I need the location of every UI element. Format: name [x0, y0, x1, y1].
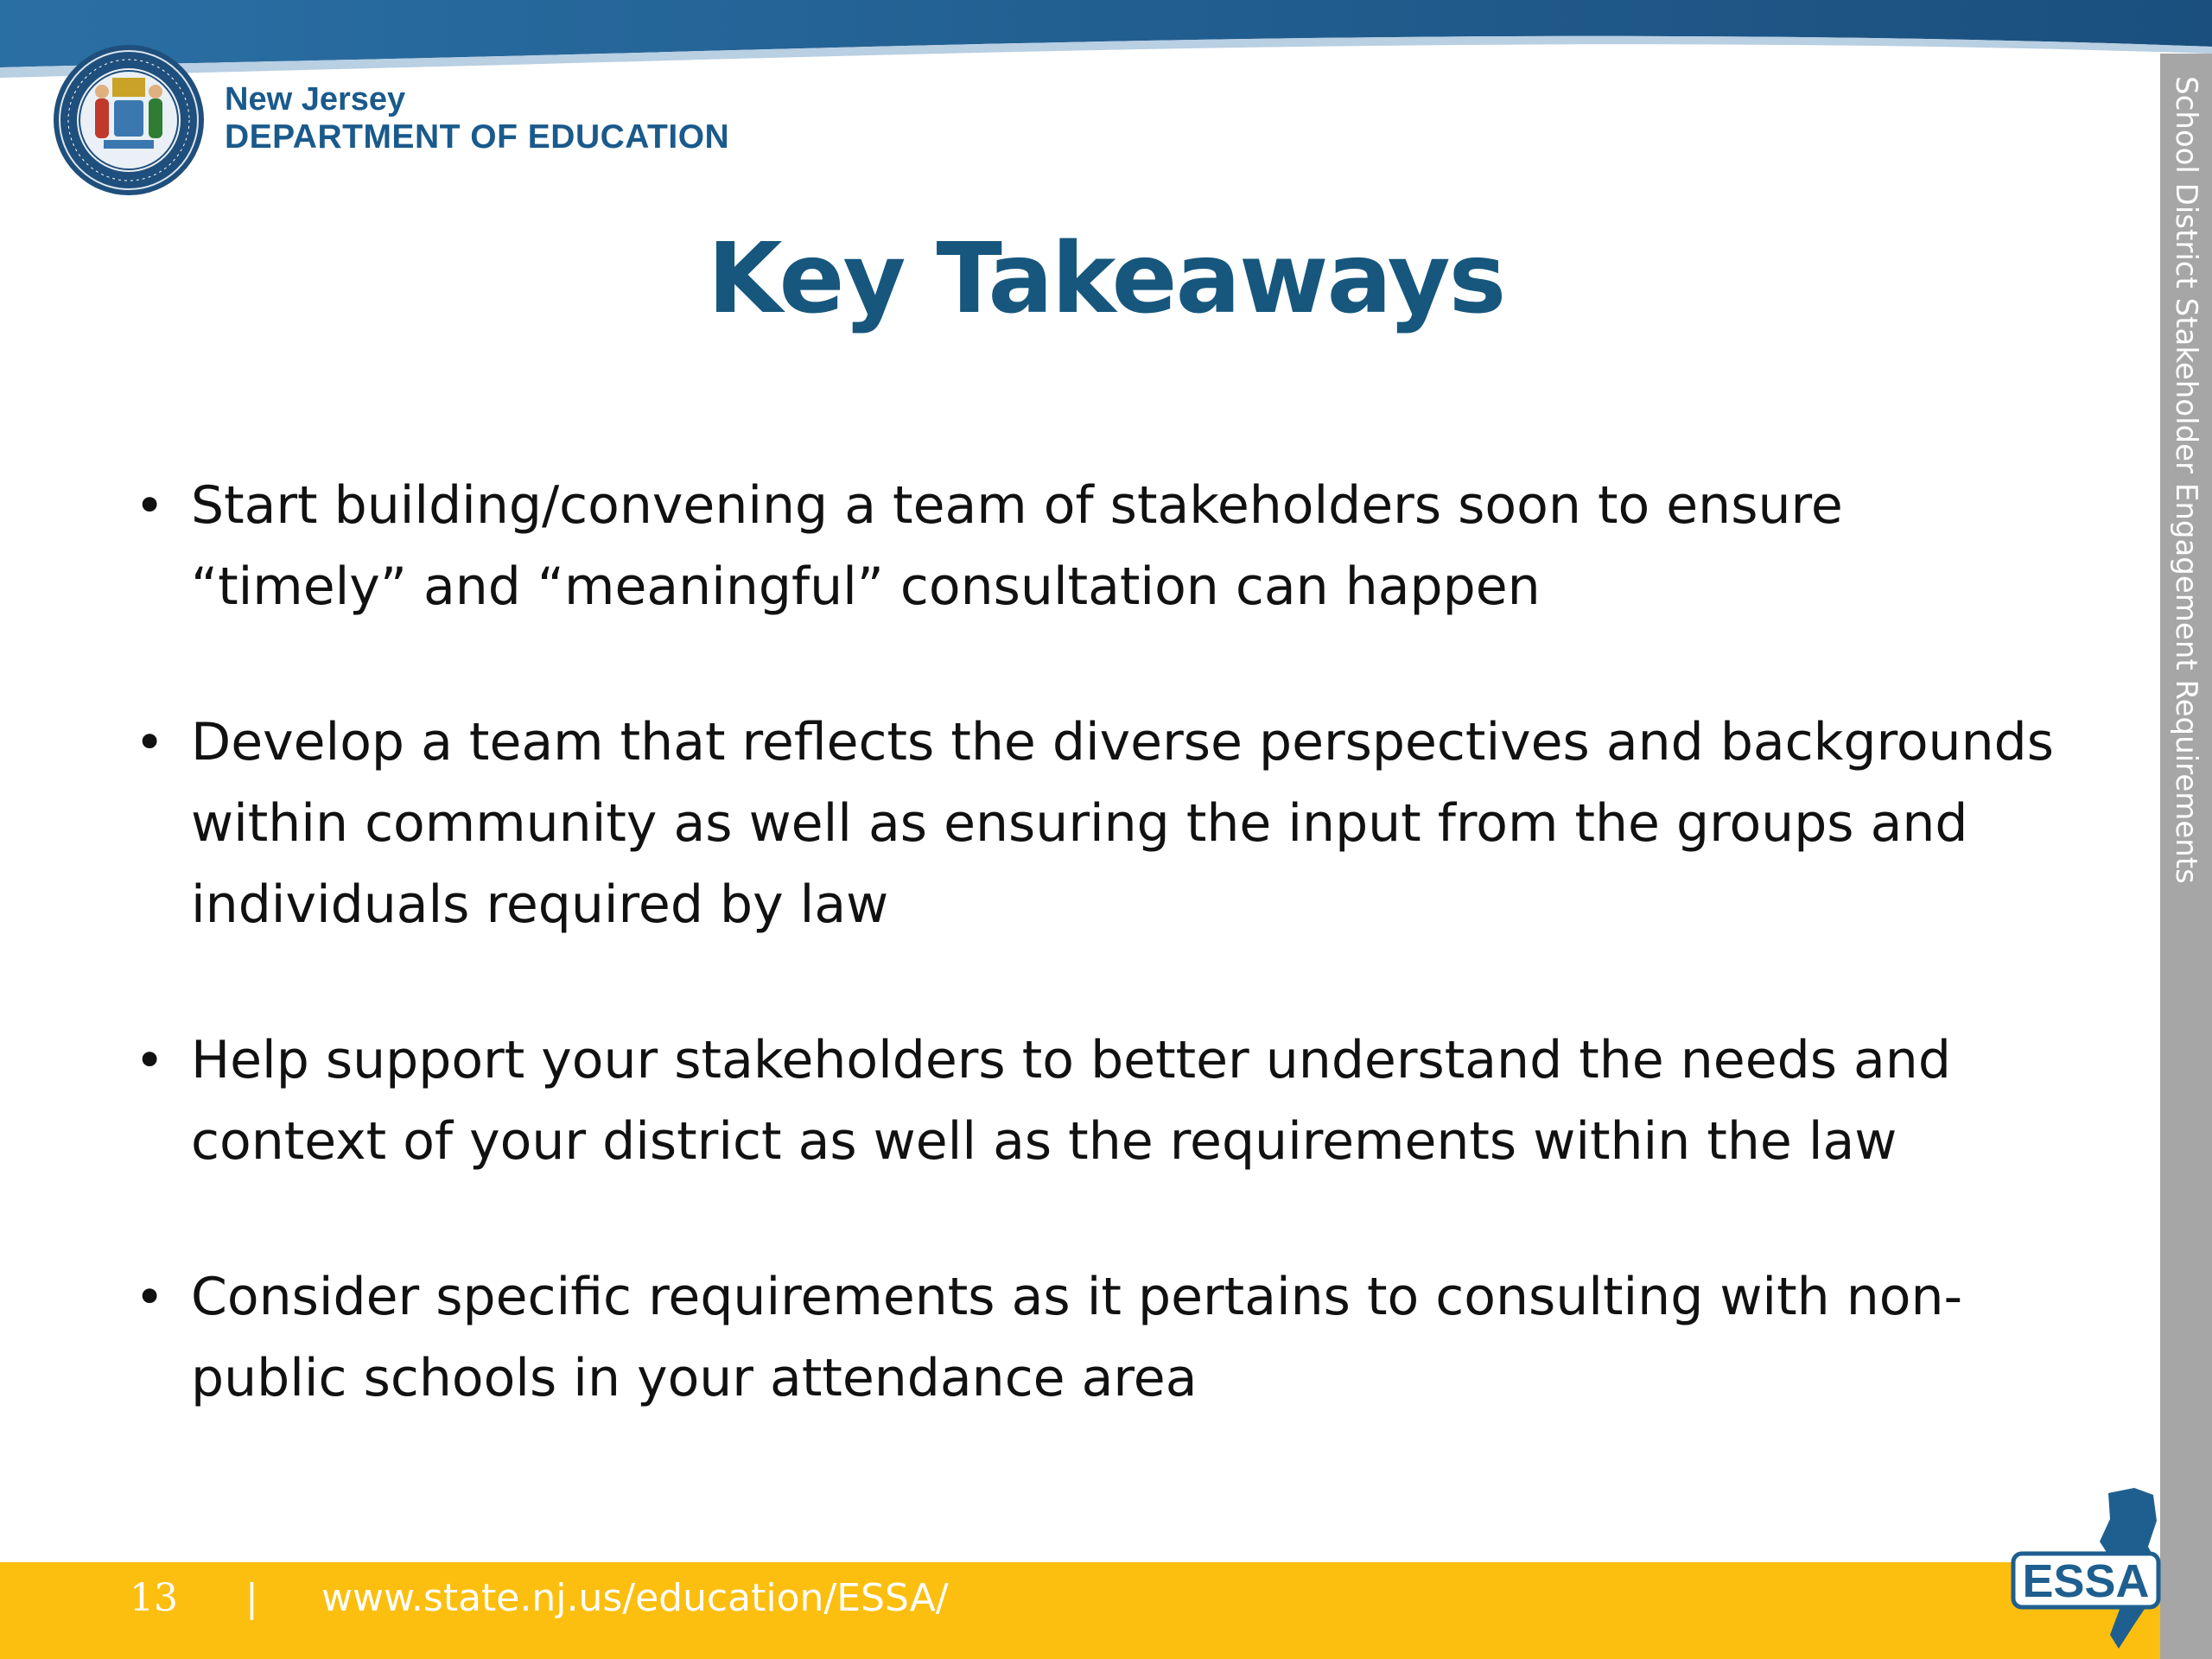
bullet-text: Develop a team that reflects the diverse perspectives and backgrounds within community as well as ensuring the input from the groups and individuals required by law	[191, 712, 2054, 935]
takeaways-list	[128, 465, 2055, 1419]
side-bar-title: School District Stakeholder Engagement Requirements	[2169, 76, 2203, 884]
slide-title: Key Takeaways	[707, 223, 1505, 335]
footer-separator: |	[245, 1576, 258, 1620]
agency-department: DEPARTMENT OF EDUCATION	[225, 118, 730, 156]
agency-state: New Jersey	[225, 81, 406, 118]
bullet-text: Help support your stakeholders to better understand the needs and context of your district as well as the requirements within the law	[191, 1030, 1951, 1172]
bullet-icon: •	[135, 713, 165, 772]
bullet-text: Consider specific requirements as it pertains to consulting with non-public schools in your attendance area	[191, 1267, 1963, 1408]
footer-url-link[interactable]: www.state.nj.us/education/ESSA/	[321, 1576, 949, 1620]
bullet-icon: •	[135, 1031, 165, 1090]
bullet-icon: •	[135, 1268, 165, 1326]
list-item	[128, 465, 2055, 627]
nj-department-of-education-seal-icon	[52, 43, 206, 197]
list-item	[128, 702, 2055, 945]
page-number: 13	[130, 1576, 178, 1620]
top-wave-band	[0, 0, 2212, 78]
agency-name	[225, 81, 729, 156]
bullet-icon: •	[135, 476, 165, 535]
bullet-text: Start building/convening a team of stakeholders soon to ensure “timely” and “meaningful” consultation can happen	[191, 475, 1843, 617]
list-item	[128, 1256, 2055, 1419]
list-item	[128, 1020, 2055, 1182]
essa-logo-text: ESSA	[2022, 1555, 2150, 1607]
essa-nj-logo-icon	[2005, 1486, 2177, 1650]
